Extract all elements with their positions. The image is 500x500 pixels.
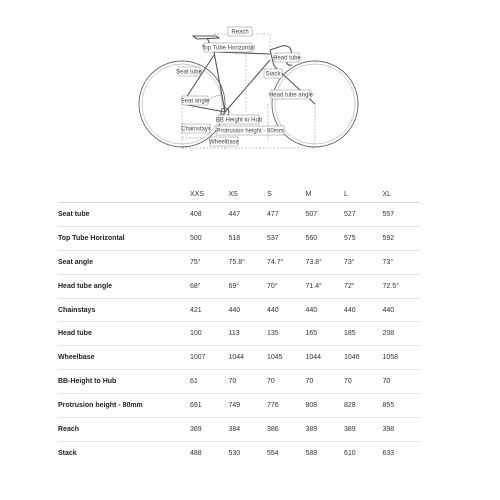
table-row <box>58 298 421 322</box>
table-cell: 828 <box>344 394 383 418</box>
table-cell: 70° <box>267 274 306 298</box>
row-label: Seat angle <box>58 250 190 274</box>
table-cell: 421 <box>190 298 229 322</box>
table-cell: 75.8° <box>229 250 268 274</box>
table-cell: 1007 <box>190 346 229 370</box>
table-cell: 537 <box>267 226 306 250</box>
table-cell: 1045 <box>267 346 306 370</box>
table-cell: 592 <box>383 226 422 250</box>
geometry-table <box>58 186 421 465</box>
table-cell: 185 <box>344 322 383 346</box>
table-cell: 73.8° <box>306 250 345 274</box>
table-row <box>58 203 421 227</box>
row-label: Protrusion height - 80mm <box>58 394 190 418</box>
label-protrusion-height: Protrusion height - 80mm <box>216 128 284 135</box>
table-cell: 1044 <box>229 346 268 370</box>
header-blank <box>58 186 190 203</box>
row-label: BB-Height to Hub <box>58 370 190 394</box>
table-cell: 633 <box>382 449 395 457</box>
table-cell: 70 <box>344 370 383 394</box>
table-cell: 557 <box>383 203 422 227</box>
table-cell: 776 <box>267 394 306 418</box>
table-cell: 527 <box>344 203 383 227</box>
label-stack: Stack <box>265 71 281 78</box>
table-cell: 70 <box>383 370 422 394</box>
table-cell: 447 <box>229 203 268 227</box>
table-cell: 530 <box>228 449 241 457</box>
table-cell: 855 <box>383 394 422 418</box>
table-cell: 100 <box>190 322 229 346</box>
table-cell: 408 <box>190 203 229 227</box>
table-cell: 389 <box>344 418 383 442</box>
table-cell: 440 <box>306 298 345 322</box>
label-seat-angle: Seat angle <box>180 98 210 105</box>
table-cell: 70 <box>229 370 268 394</box>
table-cell: 554 <box>267 449 279 457</box>
table-row <box>58 346 421 370</box>
row-label: Head tube angle <box>58 274 190 298</box>
size-header: XS <box>229 186 268 203</box>
table-cell: 72° <box>344 274 383 298</box>
label-top-tube-horizontal: Top Tube Horizontal <box>201 45 255 52</box>
table-row <box>58 250 421 274</box>
table-cell: 73° <box>344 250 383 274</box>
table-cell: 507 <box>306 203 345 227</box>
size-header: XXS <box>190 186 229 203</box>
table-cell: 389 <box>306 418 345 442</box>
table-row <box>58 322 421 346</box>
table-row <box>58 274 421 298</box>
row-label: Stack <box>58 449 77 457</box>
table-cell: 398 <box>383 418 422 442</box>
table-cell: 369 <box>190 418 229 442</box>
label-seat-tube: Seat tube <box>176 69 202 76</box>
row-label: Chainstays <box>58 298 190 322</box>
label-wheelbase: Wheelbase <box>208 139 240 146</box>
table-cell: 70 <box>267 370 306 394</box>
size-header: XL <box>383 186 422 203</box>
table-cell: 691 <box>190 394 229 418</box>
table-cell: 74.7° <box>267 250 306 274</box>
row-label: Reach <box>58 418 190 442</box>
geometry-rows <box>58 203 421 465</box>
table-cell: 610 <box>344 449 356 457</box>
table-cell: 440 <box>344 298 383 322</box>
table-cell: 165 <box>306 322 345 346</box>
table-cell: 113 <box>229 322 268 346</box>
table-cell: 71.4° <box>306 274 345 298</box>
size-header: S <box>267 186 306 203</box>
bike-geometry-diagram <box>0 0 500 160</box>
table-row <box>58 394 421 418</box>
size-header: L <box>344 186 383 203</box>
table-cell: 477 <box>267 203 306 227</box>
table-cell: 384 <box>229 418 268 442</box>
table-cell: 749 <box>229 394 268 418</box>
label-head-tube-angle: Head tube angle <box>268 92 314 99</box>
row-label: Wheelbase <box>58 346 190 370</box>
table-cell: 72.5° <box>383 274 422 298</box>
row-label: Seat tube <box>58 203 190 227</box>
table-cell: 518 <box>229 226 268 250</box>
table-cell: 440 <box>229 298 268 322</box>
table-cell: 68° <box>190 274 229 298</box>
table-cell: 73° <box>383 250 422 274</box>
table-cell: 560 <box>306 226 345 250</box>
table-cell: 440 <box>267 298 306 322</box>
table-cell: 61 <box>190 370 229 394</box>
table-cell: 69° <box>229 274 268 298</box>
label-head-tube: Head tube <box>273 55 301 62</box>
table-row <box>58 370 421 394</box>
table-cell: 1044 <box>306 346 345 370</box>
table-row <box>58 441 421 464</box>
table-cell: 1046 <box>344 346 383 370</box>
size-header: M <box>306 186 345 203</box>
size-header-row <box>58 186 421 203</box>
table-cell: 588 <box>305 449 318 457</box>
table-cell: 575 <box>344 226 383 250</box>
table-cell: 70 <box>306 370 345 394</box>
label-reach: Reach <box>231 29 249 36</box>
row-label: Head tube <box>58 322 190 346</box>
table-cell: 386 <box>267 418 306 442</box>
table-row <box>58 418 421 442</box>
row-label: Top Tube Horizontal <box>58 226 190 250</box>
table-cell: 208 <box>383 322 422 346</box>
table-cell: 135 <box>267 322 306 346</box>
table-cell: 500 <box>190 226 229 250</box>
table-cell: 1058 <box>383 346 422 370</box>
label-bb-height-to-hub: BB Height to Hub <box>215 117 263 124</box>
label-chainstays: Chainstays <box>181 126 211 133</box>
table-row <box>58 226 421 250</box>
table-cell: 75° <box>190 250 229 274</box>
table-cell: 488 <box>190 449 202 457</box>
table-cell: 440 <box>383 298 422 322</box>
table-cell: 808 <box>306 394 345 418</box>
